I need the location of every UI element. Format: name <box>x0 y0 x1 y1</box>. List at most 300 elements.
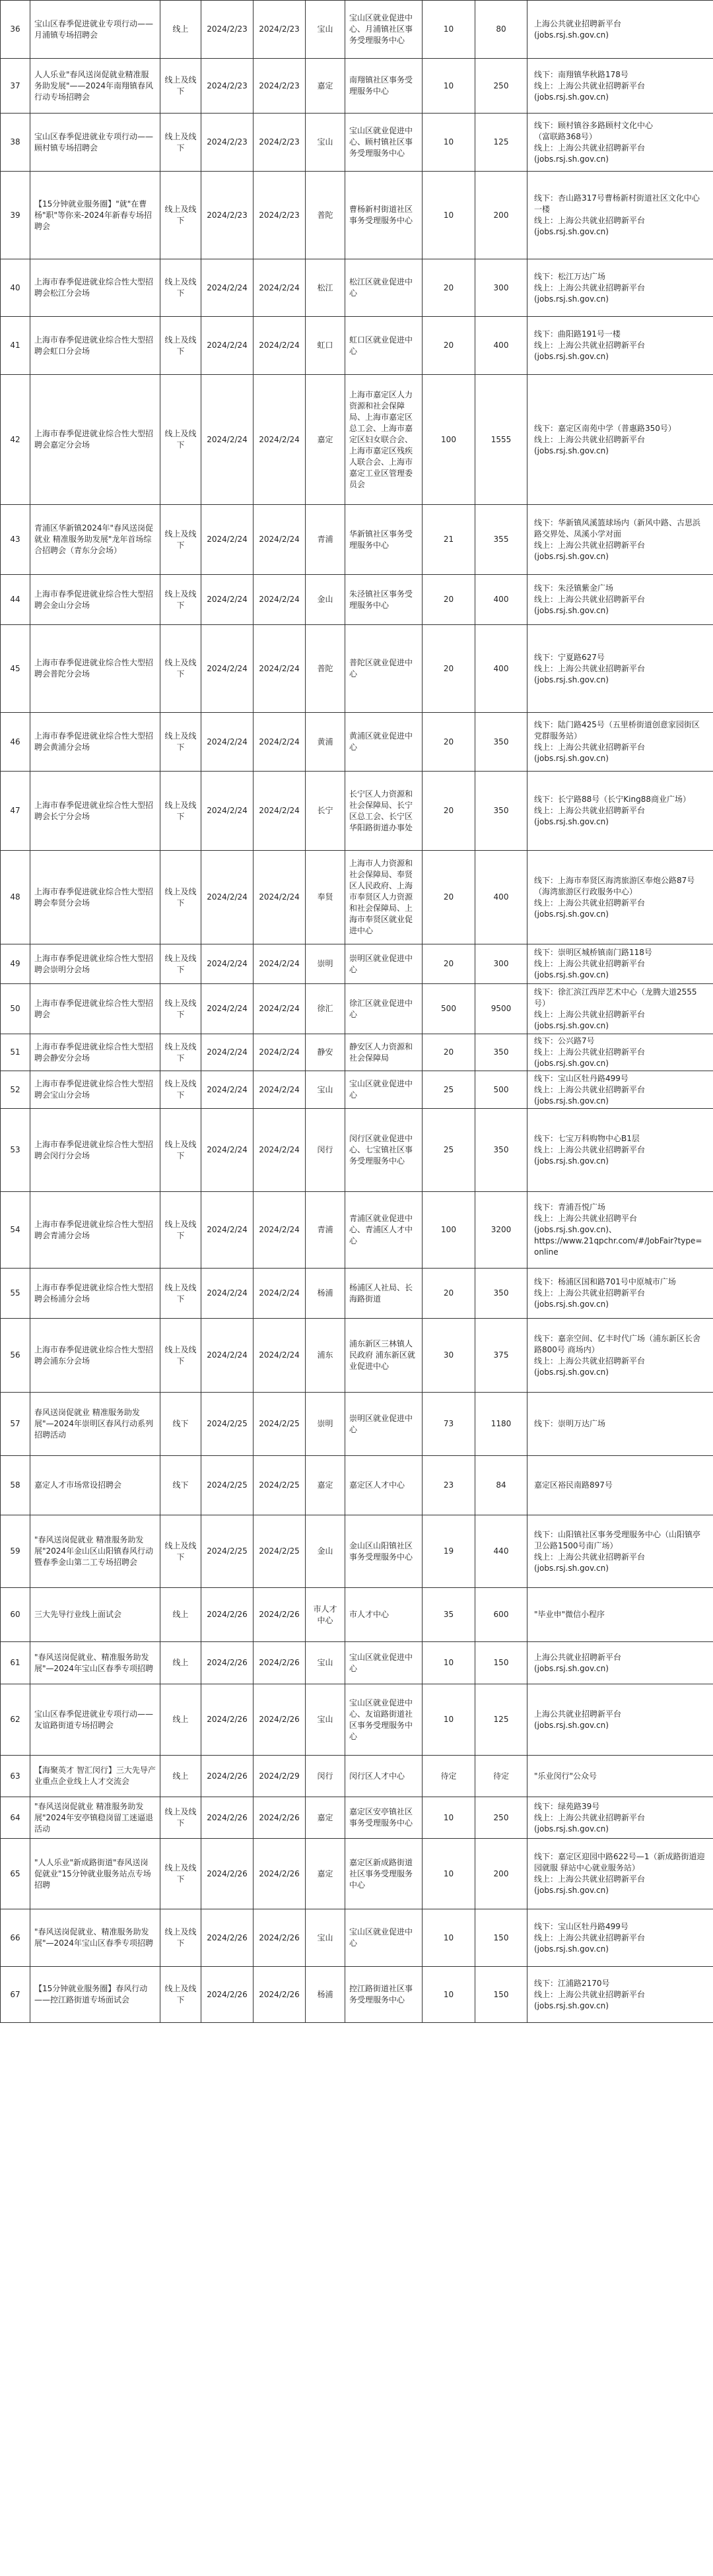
table-row <box>1 1192 713 1269</box>
job-count: 150 <box>475 1967 527 2023</box>
company-count: 30 <box>423 1319 475 1393</box>
venue-address <box>527 1756 713 1797</box>
address-line: 线上：上海公共就业招聘新平台 <box>534 1932 646 1942</box>
start-date: 2024/2/24 <box>201 625 254 713</box>
address-line: 线上：上海公共就业招聘新平台 <box>534 434 646 444</box>
company-count: 10 <box>423 1 475 59</box>
address-line: （富联路368号） <box>534 131 597 141</box>
event-mode: 线下 <box>160 1393 201 1456</box>
event-title: "春风送岗促就业 精准服务助发展"2024年金山区山阳镇春风行动暨春季金山第二工专场招聘会 <box>30 1515 160 1588</box>
address-line: 线下：青浦吾悦广场 <box>534 1203 606 1212</box>
address-line: (jobs.rsj.sh.gov.cn) <box>534 1096 609 1106</box>
venue-address <box>527 1456 713 1515</box>
district: 虹口 <box>306 317 345 375</box>
end-date: 2024/2/23 <box>254 114 306 172</box>
venue-address <box>527 1393 713 1456</box>
address-line: (jobs.rsj.sh.gov.cn) <box>534 817 609 826</box>
end-date: 2024/2/24 <box>254 713 306 772</box>
end-date: 2024/2/24 <box>254 1319 306 1393</box>
company-count: 25 <box>423 1109 475 1192</box>
table-row <box>1 1588 713 1642</box>
venue-address <box>527 1684 713 1756</box>
venue-address <box>527 1 713 59</box>
row-number: 56 <box>1 1319 30 1393</box>
job-count: 3200 <box>475 1192 527 1269</box>
start-date: 2024/2/26 <box>201 1797 254 1839</box>
start-date: 2024/2/24 <box>201 1192 254 1269</box>
company-count: 10 <box>423 172 475 259</box>
start-date: 2024/2/24 <box>201 1319 254 1393</box>
job-count: 400 <box>475 625 527 713</box>
address-line: (jobs.rsj.sh.gov.cn) <box>534 1824 609 1833</box>
company-count: 20 <box>423 1034 475 1071</box>
venue-address <box>527 575 713 625</box>
table-row <box>1 1515 713 1588</box>
organizer: 宝山区就业促进中心、友谊路街道社区事务受理服务中心 <box>345 1684 423 1756</box>
end-date: 2024/2/26 <box>254 1797 306 1839</box>
venue-address <box>527 172 713 259</box>
district: 青浦 <box>306 1192 345 1269</box>
event-mode: 线上及线下 <box>160 172 201 259</box>
table-row <box>1 1109 713 1192</box>
address-line: (jobs.rsj.sh.gov.cn) <box>534 92 609 102</box>
company-count: 待定 <box>423 1756 475 1797</box>
row-number: 39 <box>1 172 30 259</box>
end-date: 2024/2/24 <box>254 772 306 851</box>
event-mode: 线上及线下 <box>160 1909 201 1967</box>
event-mode: 线上及线下 <box>160 1839 201 1909</box>
address-line: 线下：朱泾镇紫金广场 <box>534 583 614 593</box>
address-line: 线上：上海公共就业招聘新平台 <box>534 1009 646 1019</box>
job-count: 500 <box>475 1071 527 1109</box>
address-line: (jobs.rsj.sh.gov.cn) <box>534 1059 609 1068</box>
organizer: 嘉定区新成路街道社区事务受理服务中心 <box>345 1839 423 1909</box>
event-title: 上海市春季促进就业综合性大型招聘会嘉定分会场 <box>30 375 160 505</box>
company-count: 100 <box>423 375 475 505</box>
address-line: 线下：宁夏路627号 <box>534 652 605 662</box>
district: 静安 <box>306 1034 345 1071</box>
district: 嘉定 <box>306 375 345 505</box>
address-line: 线下：陆门路425号（五里桥街道创意家园街区党群服务站） <box>534 720 700 741</box>
company-count: 20 <box>423 625 475 713</box>
job-count: 355 <box>475 505 527 575</box>
event-mode: 线上及线下 <box>160 851 201 944</box>
venue-address <box>527 772 713 851</box>
address-line: 线上：上海公共就业招聘新平台 <box>534 1812 646 1822</box>
event-mode: 线上及线下 <box>160 317 201 375</box>
organizer: 金山区山阳镇社区事务受理服务中心 <box>345 1515 423 1588</box>
venue-address <box>527 1588 713 1642</box>
company-count: 19 <box>423 1515 475 1588</box>
end-date: 2024/2/25 <box>254 1456 306 1515</box>
venue-address <box>527 375 713 505</box>
table-row <box>1 59 713 114</box>
address-line: (jobs.rsj.sh.gov.cn) <box>534 1663 609 1673</box>
company-count: 25 <box>423 1071 475 1109</box>
company-count: 20 <box>423 575 475 625</box>
event-mode: 线上及线下 <box>160 375 201 505</box>
event-mode: 线上 <box>160 1684 201 1756</box>
table-row <box>1 1684 713 1756</box>
event-title: "人人乐业"新成路街道"春风送岗促就业"15分钟就业服务站点专场招聘 <box>30 1839 160 1909</box>
organizer: 长宁区人力资源和社会保障局、长宁区总工会、长宁区华阳路街道办事处 <box>345 772 423 851</box>
event-title: 上海市春季促进就业综合性大型招聘会浦东分会场 <box>30 1319 160 1393</box>
address-line: 上海公共就业招聘新平台 <box>534 1709 622 1719</box>
address-line: 线上：上海公共就业招聘新平台 <box>534 540 646 550</box>
end-date: 2024/2/26 <box>254 1839 306 1909</box>
district: 宝山 <box>306 114 345 172</box>
organizer: 宝山区就业促进中心、顾村镇社区事务受理服务中心 <box>345 114 423 172</box>
district: 崇明 <box>306 944 345 984</box>
district: 黄浦 <box>306 713 345 772</box>
event-title: 宝山区春季促进就业专项行动——顾村镇专场招聘会 <box>30 114 160 172</box>
district: 宝山 <box>306 1909 345 1967</box>
district: 普陀 <box>306 172 345 259</box>
event-title: 人人乐业"春风送岗促就业精准服务助发展"——2024年南翔镇春风行动专场招聘会 <box>30 59 160 114</box>
district: 松江 <box>306 259 345 317</box>
venue-address <box>527 317 713 375</box>
address-line: 线下：曲阳路191号一楼 <box>534 329 621 339</box>
address-line: 线上：上海公共就业招聘新平台 <box>534 743 646 752</box>
organizer: 宝山区就业促进中心 <box>345 1071 423 1109</box>
organizer: 朱泾镇社区事务受理服务中心 <box>345 575 423 625</box>
table-row <box>1 1642 713 1684</box>
start-date: 2024/2/24 <box>201 375 254 505</box>
organizer: 崇明区就业促进中心 <box>345 944 423 984</box>
address-line: 线下：绿苑路39号 <box>534 1801 600 1811</box>
start-date: 2024/2/26 <box>201 1909 254 1967</box>
start-date: 2024/2/26 <box>201 1684 254 1756</box>
start-date: 2024/2/26 <box>201 1967 254 2023</box>
company-count: 21 <box>423 505 475 575</box>
start-date: 2024/2/24 <box>201 1071 254 1109</box>
company-count: 10 <box>423 1839 475 1909</box>
address-line: 线下：崇明区城桥镇南门路118号 <box>534 948 652 957</box>
company-count: 10 <box>423 59 475 114</box>
end-date: 2024/2/24 <box>254 944 306 984</box>
address-line: 线上：上海公共就业招聘新平台 <box>534 1874 646 1884</box>
end-date: 2024/2/24 <box>254 984 306 1034</box>
address-line: (jobs.rsj.sh.gov.cn) <box>534 1563 609 1573</box>
district: 嘉定 <box>306 59 345 114</box>
district: 长宁 <box>306 772 345 851</box>
job-count: 375 <box>475 1319 527 1393</box>
row-number: 66 <box>1 1909 30 1967</box>
table-row <box>1 984 713 1034</box>
organizer: 徐汇区就业促进中心 <box>345 984 423 1034</box>
address-line: (jobs.rsj.sh.gov.cn) <box>534 1156 609 1166</box>
end-date: 2024/2/26 <box>254 1909 306 1967</box>
venue-address <box>527 59 713 114</box>
venue-address <box>527 1839 713 1909</box>
row-number: 38 <box>1 114 30 172</box>
company-count: 23 <box>423 1456 475 1515</box>
organizer: 市人才中心 <box>345 1588 423 1642</box>
job-count: 400 <box>475 575 527 625</box>
company-count: 20 <box>423 851 475 944</box>
venue-address <box>527 1909 713 1967</box>
address-line: 线上：上海公共就业招聘新平台 <box>534 1552 646 1562</box>
district: 宝山 <box>306 1642 345 1684</box>
district: 金山 <box>306 1515 345 1588</box>
job-count: 84 <box>475 1456 527 1515</box>
start-date: 2024/2/24 <box>201 505 254 575</box>
address-line: 线下：宝山区牡丹路499号 <box>534 1073 628 1083</box>
address-line: 线下：徐汇滨江西岸艺术中心（龙腾大道2555号） <box>534 987 697 1008</box>
row-number: 57 <box>1 1393 30 1456</box>
address-line: (jobs.rsj.sh.gov.cn) <box>534 675 609 684</box>
event-title: 【海聚英才 智汇闵行】三大先导产业重点企业线上人才交流会 <box>30 1756 160 1797</box>
end-date: 2024/2/24 <box>254 1034 306 1071</box>
job-count: 440 <box>475 1515 527 1588</box>
organizer: 华新镇社区事务受理服务中心 <box>345 505 423 575</box>
event-mode: 线上及线下 <box>160 1109 201 1192</box>
event-title: "春风送岗促就业、精准服务助发展"—2024年宝山区春季专项招聘 <box>30 1909 160 1967</box>
organizer: 宝山区就业促进中心、月浦镇社区事务受理服务中心 <box>345 1 423 59</box>
job-count: 300 <box>475 259 527 317</box>
row-number: 50 <box>1 984 30 1034</box>
address-line: (jobs.rsj.sh.gov.cn) <box>534 1944 609 1954</box>
event-title: 春风送岗促就业 精准服务助发展"—2024年崇明区春风行动系列招聘活动 <box>30 1393 160 1456</box>
address-line: (jobs.rsj.sh.gov.cn) <box>534 227 609 236</box>
row-number: 37 <box>1 59 30 114</box>
table-row <box>1 1967 713 2023</box>
row-number: 52 <box>1 1071 30 1109</box>
address-line: (jobs.rsj.sh.gov.cn) <box>534 1300 609 1309</box>
event-title: 上海市春季促进就业综合性大型招聘会金山分会场 <box>30 575 160 625</box>
venue-address <box>527 1071 713 1109</box>
end-date: 2024/2/24 <box>254 1269 306 1319</box>
event-title: 宝山区春季促进就业专项行动——月浦镇专场招聘会 <box>30 1 160 59</box>
address-line: (jobs.rsj.sh.gov.cn) <box>534 2000 609 2010</box>
job-count: 250 <box>475 1797 527 1839</box>
address-line: 上海公共就业招聘新平台 <box>534 1652 622 1662</box>
organizer: 曹杨新村街道社区事务受理服务中心 <box>345 172 423 259</box>
company-count: 10 <box>423 114 475 172</box>
job-count: 350 <box>475 1269 527 1319</box>
event-mode: 线下 <box>160 1456 201 1515</box>
start-date: 2024/2/25 <box>201 1456 254 1515</box>
event-mode: 线上 <box>160 1756 201 1797</box>
event-mode: 线上及线下 <box>160 772 201 851</box>
start-date: 2024/2/26 <box>201 1588 254 1642</box>
address-line: 线上：上海公共就业招聘新平台 <box>534 1356 646 1366</box>
company-count: 500 <box>423 984 475 1034</box>
row-number: 40 <box>1 259 30 317</box>
address-line: 线下：南翔镇华秋路178号 <box>534 69 628 79</box>
event-mode: 线上及线下 <box>160 1515 201 1588</box>
organizer: 崇明区就业促进中心 <box>345 1393 423 1456</box>
job-count: 350 <box>475 1109 527 1192</box>
district: 宝山 <box>306 1 345 59</box>
event-mode: 线上及线下 <box>160 59 201 114</box>
table-row <box>1 1071 713 1109</box>
start-date: 2024/2/24 <box>201 851 254 944</box>
address-line: 线上：上海公共就业招聘新平台 <box>534 1145 646 1154</box>
company-count: 100 <box>423 1192 475 1269</box>
end-date: 2024/2/24 <box>254 851 306 944</box>
table-row <box>1 317 713 375</box>
start-date: 2024/2/26 <box>201 1756 254 1797</box>
table-row <box>1 505 713 575</box>
address-line: 线下：嘉亲空间、亿丰时代广场（浦东新区长舍路800号 商场内） <box>534 1333 701 1354</box>
event-title: 青浦区华新镇2024年"春风送岗促就业 精准服务助发展"龙年首场综合招聘会（青东分会场） <box>30 505 160 575</box>
row-number: 67 <box>1 1967 30 2023</box>
end-date: 2024/2/25 <box>254 1515 306 1588</box>
company-count: 73 <box>423 1393 475 1456</box>
address-line: (jobs.rsj.sh.gov.cn)、 <box>534 1225 617 1234</box>
event-mode: 线上及线下 <box>160 1797 201 1839</box>
row-number: 65 <box>1 1839 30 1909</box>
end-date: 2024/2/24 <box>254 1109 306 1192</box>
organizer: 宝山区就业促进中心 <box>345 1642 423 1684</box>
company-count: 20 <box>423 713 475 772</box>
district: 金山 <box>306 575 345 625</box>
event-title: 三大先导行业线上面试会 <box>30 1588 160 1642</box>
start-date: 2024/2/25 <box>201 1393 254 1456</box>
address-line: 线下：山阳镇社区事务受理服务中心（山阳镇亭卫公路1500号南广场） <box>534 1529 701 1550</box>
address-line: 上海公共就业招聘新平台 <box>534 18 622 28</box>
job-count: 350 <box>475 1034 527 1071</box>
job-count: 600 <box>475 1588 527 1642</box>
address-line: 嘉定区裕民南路897号 <box>534 1480 613 1490</box>
job-count: 125 <box>475 114 527 172</box>
address-line: 线上：上海公共就业招聘新平台 <box>534 216 646 225</box>
venue-address <box>527 114 713 172</box>
event-mode: 线上及线下 <box>160 625 201 713</box>
company-count: 35 <box>423 1588 475 1642</box>
end-date: 2024/2/24 <box>254 375 306 505</box>
table-row <box>1 851 713 944</box>
address-line: 线下：嘉定区南苑中学（普惠路350号） <box>534 423 676 433</box>
start-date: 2024/2/26 <box>201 1839 254 1909</box>
table-row <box>1 1456 713 1515</box>
address-line: 线上：上海公共就业招聘新平台 <box>534 959 646 968</box>
job-count: 80 <box>475 1 527 59</box>
start-date: 2024/2/23 <box>201 1 254 59</box>
organizer: 南翔镇社区事务受理服务中心 <box>345 59 423 114</box>
address-line: 线上：上海公共就业招聘新平台 <box>534 1084 646 1094</box>
row-number: 42 <box>1 375 30 505</box>
end-date: 2024/2/25 <box>254 1393 306 1456</box>
company-count: 10 <box>423 1967 475 2023</box>
venue-address <box>527 505 713 575</box>
organizer: 黄浦区就业促进中心 <box>345 713 423 772</box>
end-date: 2024/2/23 <box>254 1 306 59</box>
end-date: 2024/2/24 <box>254 259 306 317</box>
event-title: 上海市春季促进就业综合性大型招聘会闵行分会场 <box>30 1109 160 1192</box>
event-mode: 线上及线下 <box>160 114 201 172</box>
company-count: 20 <box>423 259 475 317</box>
venue-address <box>527 1109 713 1192</box>
organizer: 普陀区就业促进中心 <box>345 625 423 713</box>
address-line: (jobs.rsj.sh.gov.cn) <box>534 551 609 561</box>
organizer: 嘉定区人才中心 <box>345 1456 423 1515</box>
end-date: 2024/2/24 <box>254 1071 306 1109</box>
table-row <box>1 1393 713 1456</box>
venue-address <box>527 851 713 944</box>
event-title: "春风送岗促就业、精准服务助发展"—2024年宝山区春季专项招聘 <box>30 1642 160 1684</box>
row-number: 64 <box>1 1797 30 1839</box>
address-line: 线上：上海公共就业招聘新平台 <box>534 143 646 152</box>
address-line: "乐业闵行"公众号 <box>534 1771 597 1781</box>
venue-address <box>527 625 713 713</box>
address-line: 线下：崇明万达广场 <box>534 1419 606 1428</box>
row-number: 53 <box>1 1109 30 1192</box>
end-date: 2024/2/26 <box>254 1684 306 1756</box>
table-row <box>1 944 713 984</box>
job-count: 1180 <box>475 1393 527 1456</box>
job-count: 400 <box>475 851 527 944</box>
venue-address <box>527 1269 713 1319</box>
organizer: 宝山区就业促进中心 <box>345 1909 423 1967</box>
end-date: 2024/2/24 <box>254 625 306 713</box>
start-date: 2024/2/24 <box>201 1034 254 1071</box>
end-date: 2024/2/23 <box>254 172 306 259</box>
event-title: 上海市春季促进就业综合性大型招聘会青浦分会场 <box>30 1192 160 1269</box>
row-number: 59 <box>1 1515 30 1588</box>
table-row <box>1 1319 713 1393</box>
event-mode: 线上及线下 <box>160 1034 201 1071</box>
table-row <box>1 1909 713 1967</box>
address-line: "毕业申"微信小程序 <box>534 1610 605 1619</box>
event-title: "春风送岗促就业 精准服务助发展"2024年安亭镇稳岗留工迷逼退活动 <box>30 1797 160 1839</box>
end-date: 2024/2/26 <box>254 1967 306 2023</box>
table-row <box>1 172 713 259</box>
job-count: 125 <box>475 1684 527 1756</box>
table-row <box>1 259 713 317</box>
address-line: 线上：上海公共就业招聘新平台 <box>534 663 646 673</box>
event-mode: 线上及线下 <box>160 713 201 772</box>
table-row <box>1 713 713 772</box>
address-line: 线下：松江万达广场 <box>534 271 606 281</box>
district: 嘉定 <box>306 1456 345 1515</box>
job-count: 400 <box>475 317 527 375</box>
table-row <box>1 1034 713 1071</box>
event-mode: 线上及线下 <box>160 944 201 984</box>
organizer: 闵行区人才中心 <box>345 1756 423 1797</box>
event-title: 上海市春季促进就业综合性大型招聘会黄浦分会场 <box>30 713 160 772</box>
event-title: 上海市春季促进就业综合性大型招聘会长宁分会场 <box>30 772 160 851</box>
district: 青浦 <box>306 505 345 575</box>
event-mode: 线上及线下 <box>160 1967 201 2023</box>
job-count: 150 <box>475 1642 527 1684</box>
start-date: 2024/2/26 <box>201 1642 254 1684</box>
address-line: 线上：上海公共就业招聘新平台 <box>534 1288 646 1298</box>
venue-address <box>527 713 713 772</box>
organizer: 虹口区就业促进中心 <box>345 317 423 375</box>
company-count: 10 <box>423 1642 475 1684</box>
address-line: (jobs.rsj.sh.gov.cn) <box>534 1020 609 1030</box>
address-line: (jobs.rsj.sh.gov.cn) <box>534 1720 609 1730</box>
venue-address <box>527 944 713 984</box>
job-count: 250 <box>475 59 527 114</box>
event-mode: 线上 <box>160 1 201 59</box>
address-line: (jobs.rsj.sh.gov.cn) <box>534 154 609 164</box>
address-line: https://www.21qpchr.com/#/JobFair?type=online <box>534 1236 702 1257</box>
row-number: 44 <box>1 575 30 625</box>
row-number: 45 <box>1 625 30 713</box>
row-number: 54 <box>1 1192 30 1269</box>
event-mode: 线上及线下 <box>160 1319 201 1393</box>
address-line: (jobs.rsj.sh.gov.cn) <box>534 30 609 40</box>
table-row <box>1 772 713 851</box>
start-date: 2024/2/24 <box>201 259 254 317</box>
end-date: 2024/2/24 <box>254 575 306 625</box>
event-title: 上海市春季促进就业综合性大型招聘会虹口分会场 <box>30 317 160 375</box>
address-line: 线下：长宁路88号（长宁King88商业广场） <box>534 795 691 804</box>
address-line: 线上：上海公共就业招聘新平台 <box>534 1989 646 1999</box>
